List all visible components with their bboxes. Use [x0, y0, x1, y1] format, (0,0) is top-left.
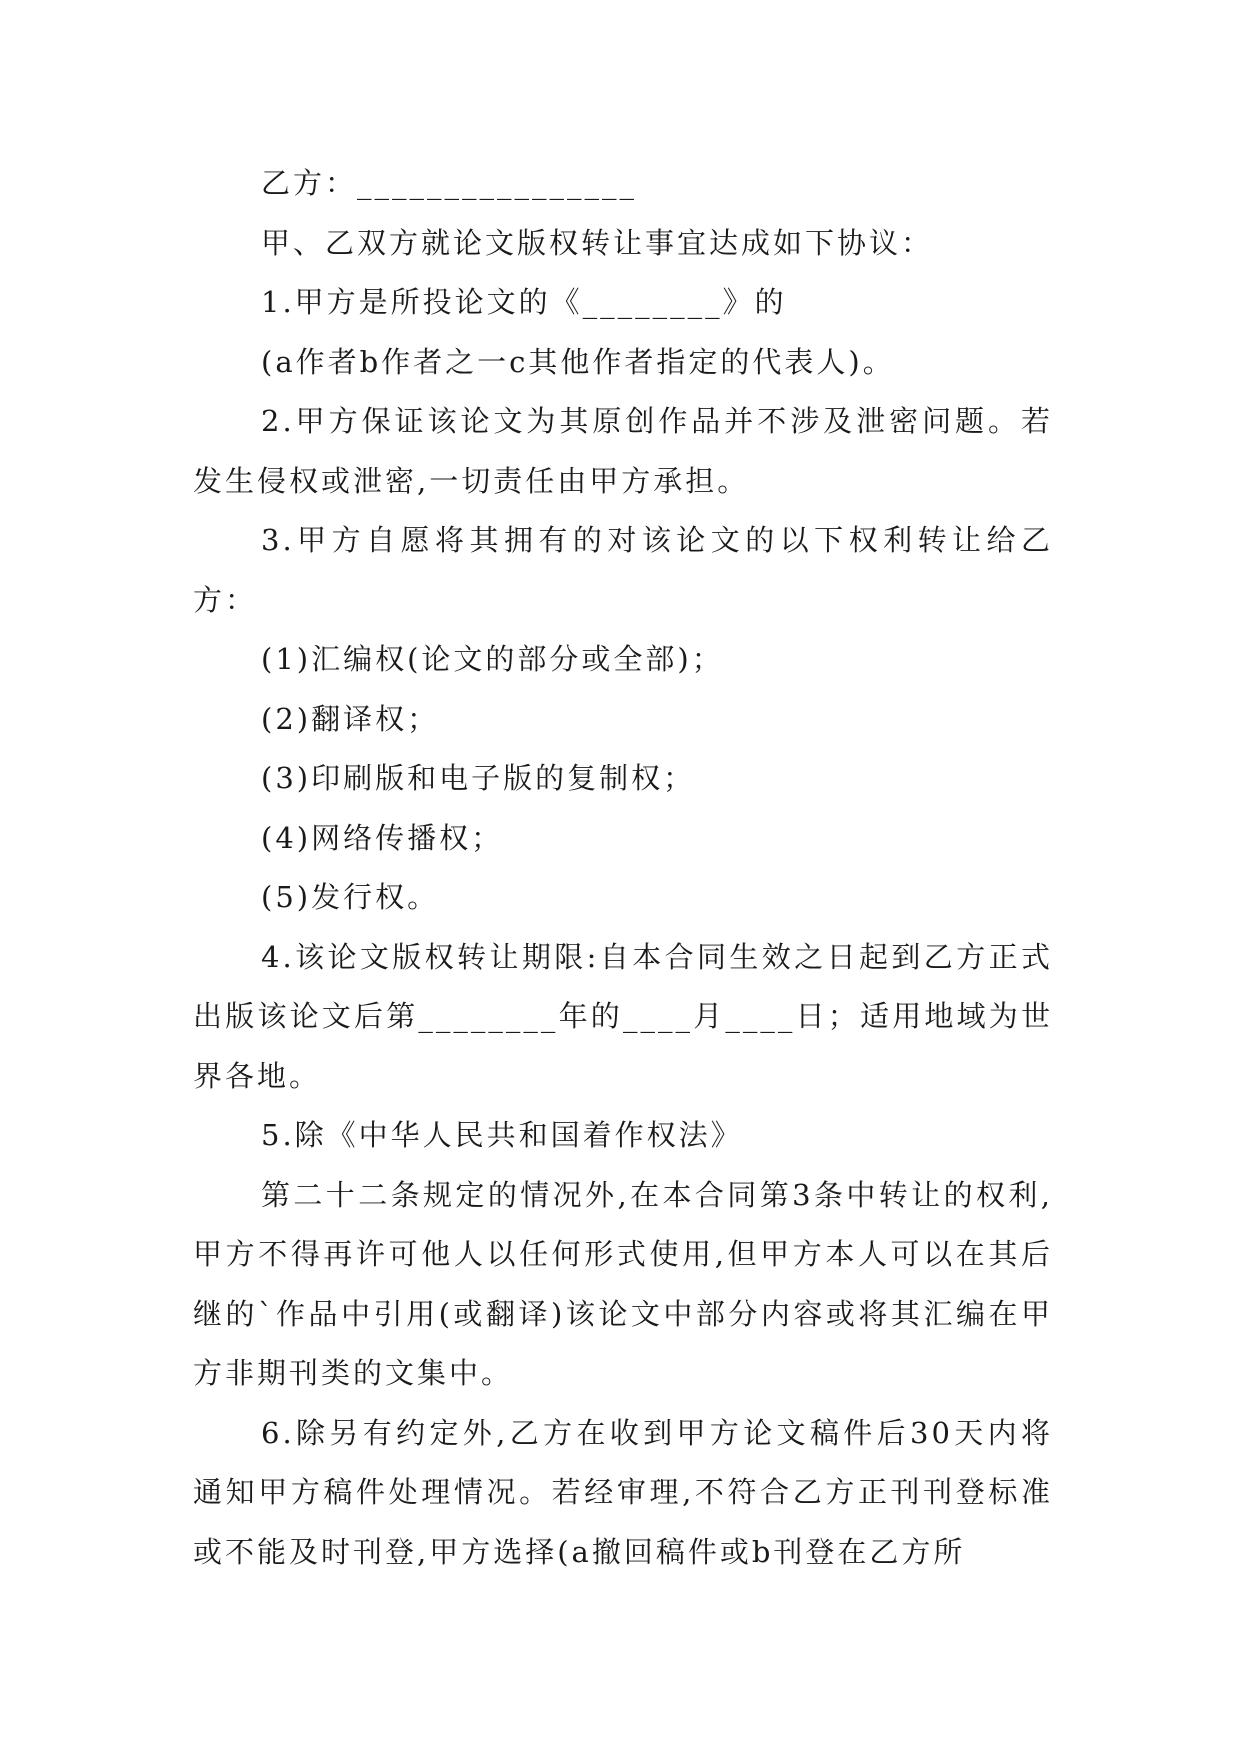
clause-4: 4.该论文版权转让期限:自本合同生效之日起到乙方正式出版该论文后第________年的____月____日；适用地域为世界各地。: [193, 939, 1053, 1093]
clause-5-continued: 第二十二条规定的情况外,在本合同第3条中转让的权利,甲方不得再许可他人以任何形式使用,但甲方本人可以在其后继的`作品中引用(或翻译)该论文中部分内容或将其汇编在甲方非期刊类的文集中。: [193, 1177, 1053, 1390]
clause-2: 2.甲方保证该论文为其原创作品并不涉及泄密问题。若发生侵权或泄密,一切责任由甲方承担。: [193, 404, 1053, 498]
right-item-1: (1)汇编权(论文的部分或全部)；: [261, 642, 724, 676]
clause-1-options: (a作者b作者之一c其他作者指定的代表人)。: [261, 344, 895, 379]
document-body: [193, 154, 1053, 1582]
right-item-4: (4)网络传播权；: [261, 820, 504, 855]
right-item-3: (3)印刷版和电子版的复制权；: [261, 761, 696, 795]
agreement-intro: 甲、乙双方就论文版权转让事宜达成如下协议：: [261, 225, 934, 260]
right-item-5: (5)发行权。: [261, 880, 440, 914]
right-item-2: (2)翻译权；: [261, 701, 440, 736]
clause-3: 3.甲方自愿将其拥有的对该论文的以下权利转让给乙方：: [193, 523, 1053, 617]
clause-1: 1.甲方是所投论文的《________》的: [261, 285, 787, 319]
clause-5: 5.除《中华人民共和国着作权法》: [261, 1118, 743, 1152]
party-b-line: 乙方：________________: [261, 166, 638, 200]
clause-6: 6.除另有约定外,乙方在收到甲方论文稿件后30天内将通知甲方稿件处理情况。若经审理,不符合乙方正刊刊登标准或不能及时刊登,甲方选择(a撤回稿件或b刊登在乙方所: [193, 1415, 1053, 1569]
